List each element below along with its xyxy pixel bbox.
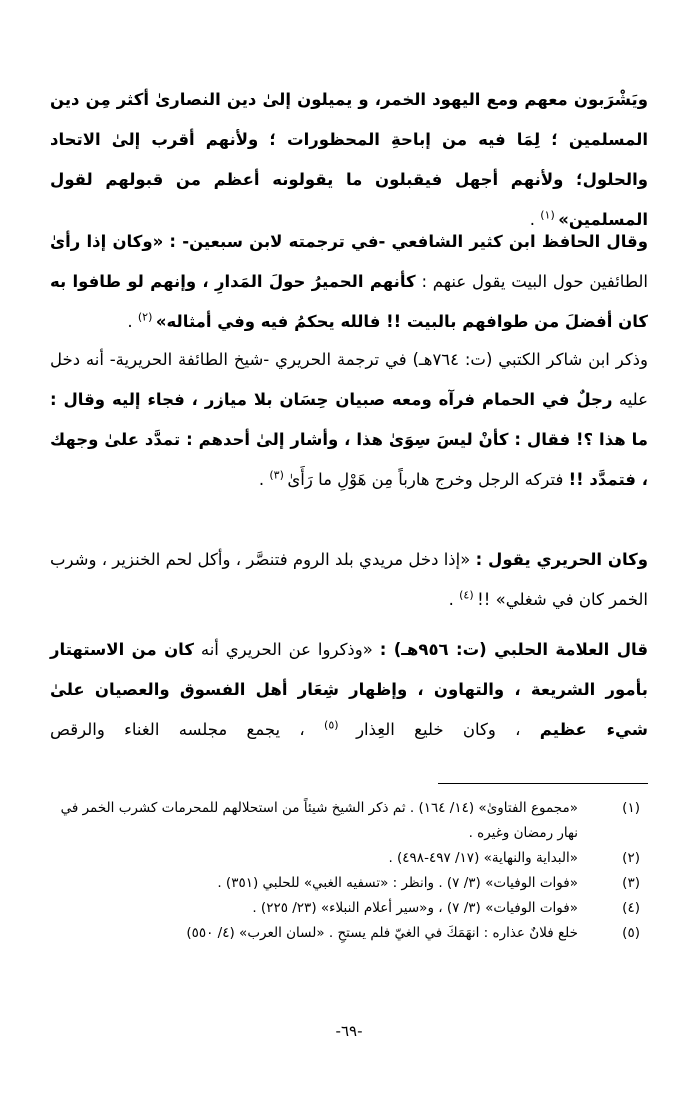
bold-text: قال العلامة الحلبي (ت: ٩٥٦هـ) :	[379, 640, 649, 659]
paragraph-4	[50, 540, 648, 620]
footnote-reference: (٢)	[137, 310, 156, 324]
footnote-text: «فوات الوفيات» (٣/ ٧) . وانظر : «تسفيه الغبي» للحلبي (٣٥١) .	[217, 875, 578, 891]
text-segment: .	[529, 210, 541, 229]
footnote-text: «البداية والنهاية» (١٧/ ٤٩٧-٤٩٨) .	[388, 850, 578, 866]
bold-text: رجلٌ في الحمام فرآه ومعه صبيان حِسَان بلا ميازر ، فجاء إليه وقال : ما هذا ؟! فقال : كأنْ ليسَ سِوَىٰ هذا ، وأشار إلىٰ أحدهم : تمدَّد علىٰ وجهك ، فتمدَّد !!	[50, 390, 648, 489]
footnote-4	[50, 896, 648, 921]
footnote-reference: (٥)	[324, 718, 357, 732]
footnote-number: (٤)	[622, 900, 640, 916]
footnote-reference: (٣)	[269, 468, 288, 482]
footnote-number: (٣)	[622, 875, 640, 891]
bold-text: كأنهم الحميرُ حولَ المَدارِ ، وإنهم لو طافوا به كان أفضلَ من طوافهم بالبيت !! فالله يحكمُ فيه وفي أمثاله»	[50, 272, 648, 331]
text-segment: ، يجمع مجلسه الغناء والرقص	[50, 720, 325, 739]
text-segment: «إذا دخل مريدي بلد الروم فتنصَّر ، وأكل لحم الخنزير ، وشرب الخمر كان في شغلي» !!	[50, 550, 648, 609]
footnote-2	[50, 846, 648, 871]
bold-text: وكان الحريري يقول :	[475, 550, 648, 569]
bold-text: وقال الحافظ ابن كثير الشافعي -في ترجمته لابن سبعين- : «وكان إذا رأىٰ	[50, 232, 648, 251]
bold-text: ويَشْرَبون معهم ومع اليهود الخمر، و يميلون إلىٰ دين النصارىٰ أكثر مِن دين المسلمين ؛ لِمَا فيه من إباحةِ المحظورات ؛ ولأنهم أقرب إلىٰ الاتحاد والحلول؛ ولأنهم أجهل فيقبلون ما يقولونه أعظم من قبولهم لقول المسلمين»	[50, 90, 648, 229]
text-segment: .	[127, 312, 138, 331]
footnote-text: «فوات الوفيات» (٣/ ٧) ، و«سير أعلام النبلاء» (٢٣/ ٢٢٥) .	[252, 900, 578, 916]
text-segment: وذكر ابن شاكر الكتبي (ت: ٧٦٤هـ) في ترجمة الحريري -شيخ الطائفة الحريرية- أنه دخل عليه	[50, 350, 648, 409]
paragraph-3	[50, 340, 648, 500]
text-segment: .	[258, 470, 270, 489]
page-number: -٦٩-	[335, 1022, 363, 1040]
footnote-number: (٢)	[622, 850, 640, 866]
paragraph-2	[50, 222, 648, 342]
footnote-3	[50, 871, 648, 896]
text-segment: .	[448, 590, 460, 609]
footnotes	[50, 796, 648, 946]
text-segment: فتركه الرجل وخرج هارباً مِن هَوْلِ ما رَأَىٰ	[287, 470, 569, 489]
text-segment: «وذكروا عن الحريري أنه	[193, 640, 380, 659]
paragraph-5	[50, 630, 648, 750]
footnote-reference: (١)	[540, 208, 559, 222]
footnote-1	[50, 796, 648, 846]
footnote-text: «مجموع الفتاوىٰ» (١٤/ ١٦٤) . ثم ذكر الشيخ شيئاً من استحلالهم للمحرمات كشرب الخمر في نهار رمضان وغيره .	[60, 800, 578, 841]
footnote-number: (١)	[622, 800, 640, 816]
footnote-separator	[438, 783, 648, 784]
footnote-text: خلع فلانٌ عذاره : انهَمَكَ في الغيّ فلم يستحِ . «لسان العرب» (٤/ ٥٥٠)	[186, 925, 578, 941]
footnote-5	[50, 921, 648, 946]
text-segment: ، وكان خليع العِذار	[356, 720, 540, 739]
paragraph-1	[50, 80, 648, 240]
bold-text: كان من الاستهتار بأمور الشريعة ، والتهاون ، وإظهار شِعَار أهل الفسوق والعصيان علىٰ شيء عظيم	[50, 640, 648, 739]
footnote-number: (٥)	[622, 925, 640, 941]
text-segment: الطائفين حول البيت يقول عنهم :	[415, 272, 648, 291]
footnote-reference: (٤)	[459, 588, 478, 602]
